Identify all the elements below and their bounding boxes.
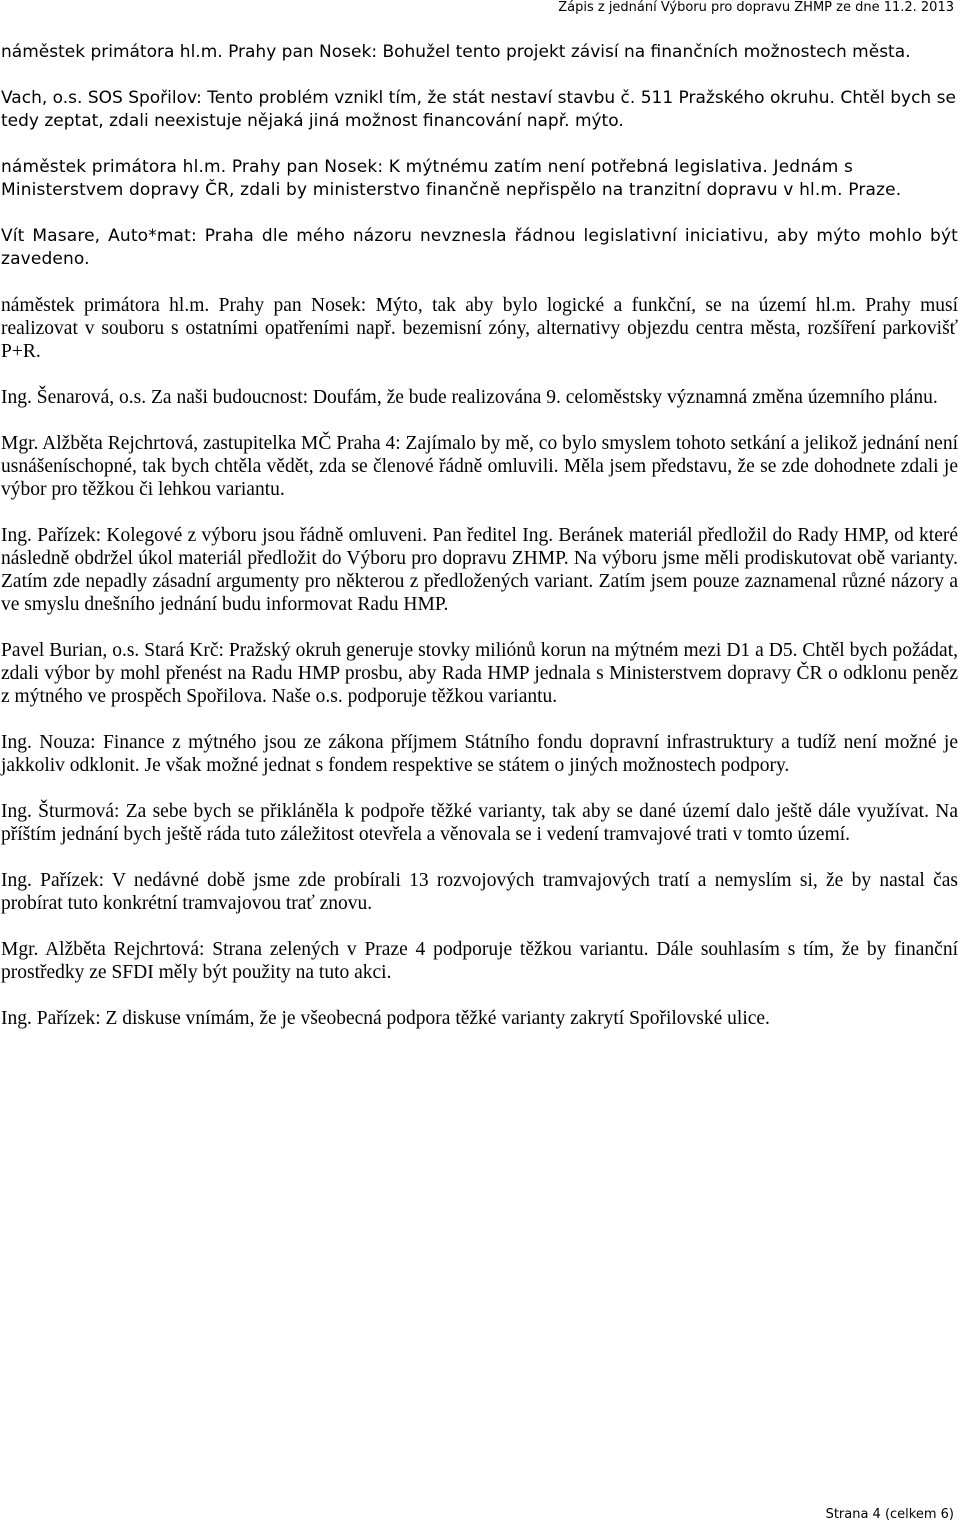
document-body xyxy=(1,41,958,1053)
paragraph: Vít Masare, Auto*mat: Praha dle mého názoru nevznesla řádnou legislativní iniciativu, aby mýto mohlo být zavedeno. xyxy=(1,226,958,269)
page-footer: Strana 4 (celkem 6) xyxy=(825,1507,954,1522)
paragraph: Ing. Nouza: Finance z mýtného jsou ze zákona příjmem Státního fondu dopravní infrastruktury a tudíž není možné je jakkoliv odklonit. Je však možné jednat s fondem respektive se státem o jiných možnostech podpory. xyxy=(1,732,958,776)
paragraph: Ing. Pařízek: Z diskuse vnímám, že je všeobecná podpora těžké varianty zakrytí Spořilovské ulice. xyxy=(1,1008,770,1029)
paragraph: Ing. Šenarová, o.s. Za naši budoucnost: Doufám, že bude realizována 9. celoměstsky významná změna územního plánu. xyxy=(1,387,938,408)
paragraph: náměstek primátora hl.m. Prahy pan Nosek: Bohužel tento projekt závisí na finančních možnostech města. xyxy=(1,42,911,62)
paragraph: Pavel Burian, o.s. Stará Krč: Pražský okruh generuje stovky miliónů korun na mýtném mezi D1 a D5. Chtěl bych požádat, zdali výbor by mohl přenést na Radu HMP prosbu, aby Rada HMP jednala s Ministerstvem dopravy ČR o odklonu peněz z mýtného ve prospěch Spořilova. Naše o.s. podporuje těžkou variantu. xyxy=(1,640,958,707)
paragraph: Ing. Šturmová: Za sebe bych se přikláněla k podpoře těžké varianty, tak aby se dané území dalo ještě dále využívat. Na příštím jednání bych ještě ráda tuto záležitost otevřela a věnovala se i vedení tramvajové trati v tomto území. xyxy=(1,801,958,845)
page-header: Zápis z jednání Výboru pro dopravu ZHMP ze dne 11.2. 2013 xyxy=(558,0,954,15)
paragraph: Ing. Pařízek: Kolegové z výboru jsou řádně omluveni. Pan ředitel Ing. Beránek materiál předložil do Rady HMP, od které následně obdržel úkol materiál předložit do Výboru pro dopravu ZHMP. Na výboru jsme měli prodiskutovat obě varianty. Zatím zde nepadly zásadní argumenty pro některou z předložených variant. Zatím jsem pouze zaznamenal různé názory a ve smyslu dnešního jednání budu informovat Radu HMP. xyxy=(1,525,958,615)
paragraph: náměstek primátora hl.m. Prahy pan Nosek: Mýto, tak aby bylo logické a funkční, se na území hl.m. Prahy musí realizovat v souboru s ostatními opatřeními např. bezemisní zóny, alternativy objezdu centra města, rozšíření parkovišť P+R. xyxy=(1,295,958,362)
paragraph: Mgr. Alžběta Rejchrtová: Strana zelených v Praze 4 podporuje těžkou variantu. Dále souhlasím s tím, že by finanční prostředky ze SFDI měly být použity na tuto akci. xyxy=(1,939,958,983)
paragraph: Ing. Pařízek: V nedávné době jsme zde probírali 13 rozvojových tramvajových tratí a nemyslím si, že by nastal čas probírat tuto konkrétní tramvajovou trať znovu. xyxy=(1,870,958,914)
paragraph: Mgr. Alžběta Rejchrtová, zastupitelka MČ Praha 4: Zajímalo by mě, co bylo smyslem tohoto setkání a jelikož jednání není usnášeníschopné, tak bych chtěla vědět, zda se členové řádně omluvili. Měla jsem představu, že se zde dohodnete zdali je výbor pro těžkou či lehkou variantu. xyxy=(1,433,958,500)
paragraph: Vach, o.s. SOS Spořilov: Tento problém vznikl tím, že stát nestaví stavbu č. 511 Pražského okruhu. Chtěl bych se tedy zeptat, zdali neexistuje nějaká jiná možnost financování např. mýto. xyxy=(1,88,956,131)
paragraph: náměstek primátora hl.m. Prahy pan Nosek: K mýtnému zatím není potřebná legislativa. Jednám s Ministerstvem dopravy ČR, zdali by ministerstvo finančně nepřispělo na tranzitní dopravu v hl.m. Praze. xyxy=(1,157,902,200)
